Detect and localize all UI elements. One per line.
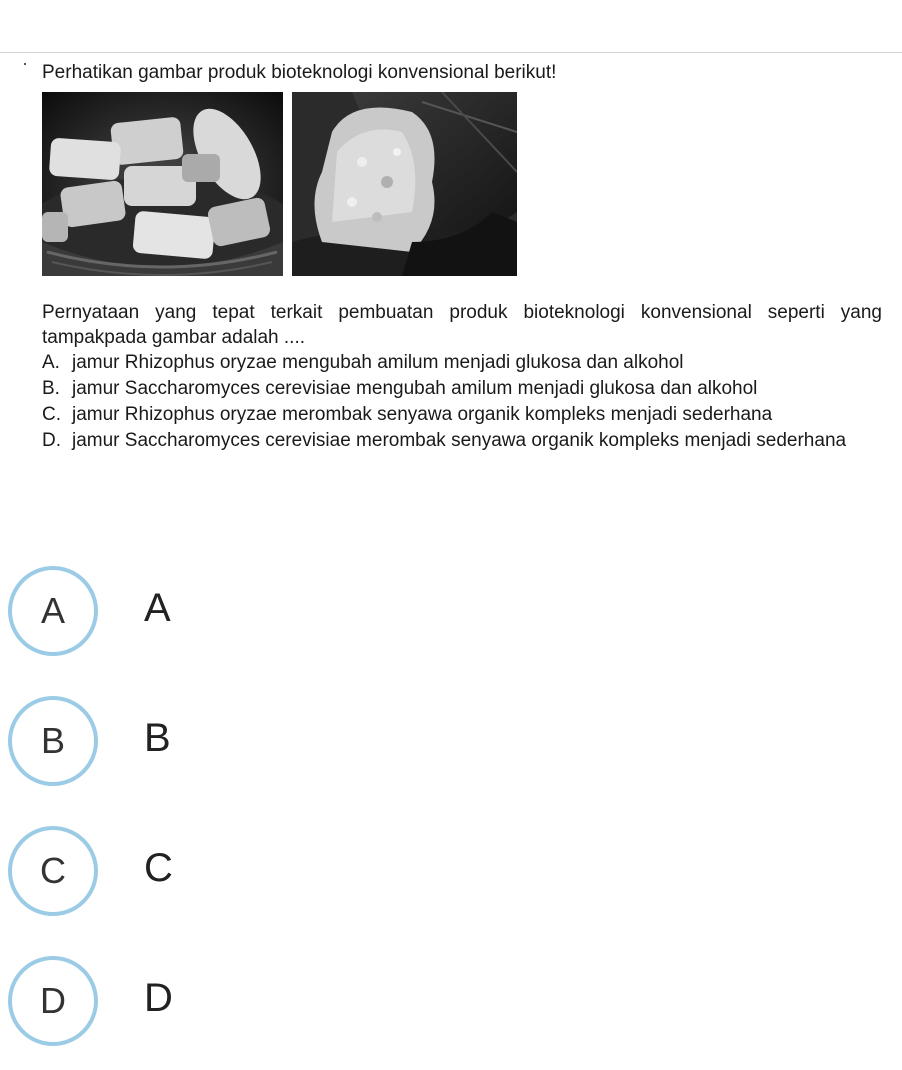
option-text: jamur Rhizophus oryzae merombak senyawa organik kompleks menjadi sederhana (72, 404, 773, 425)
top-divider (0, 52, 902, 53)
choice-circle-d[interactable]: D (8, 956, 98, 1046)
marker-dot (24, 63, 26, 65)
tempeh-photo (292, 92, 517, 276)
option-a (42, 350, 862, 376)
option-d (42, 428, 862, 454)
choice-label-a[interactable]: A (144, 586, 171, 630)
choice-circle-c[interactable]: C (8, 826, 98, 916)
choice-label-b[interactable]: B (144, 716, 171, 760)
choice-label-d[interactable]: D (144, 976, 173, 1020)
choice-circle-a[interactable]: A (8, 566, 98, 656)
option-c (42, 402, 862, 428)
answer-choice-b[interactable] (8, 696, 858, 786)
option-letter: D. (42, 430, 61, 451)
choice-label-c[interactable]: C (144, 846, 173, 890)
option-text: jamur Saccharomyces cerevisiae merombak senyawa organik kompleks menjadi sederhana (72, 430, 847, 451)
option-text: jamur Saccharomyces cerevisiae mengubah amilum menjadi glukosa dan alkohol (72, 378, 758, 399)
answer-choice-d[interactable] (8, 956, 858, 1046)
question-prompt: Perhatikan gambar produk bioteknologi konvensional berikut! (42, 62, 557, 83)
option-letter: C. (42, 404, 61, 425)
choice-circle-b[interactable]: B (8, 696, 98, 786)
question-stem: Pernyataan yang tepat terkait pembuatan produk bioteknologi konvensional seperti yang tampakpada gambar adalah .... (42, 302, 882, 348)
tape-cassava-photo (42, 92, 283, 276)
answer-choice-c[interactable] (8, 826, 858, 916)
option-letter: A. (42, 352, 60, 373)
answer-choice-a[interactable] (8, 566, 858, 656)
option-b (42, 376, 862, 402)
option-letter: B. (42, 378, 60, 399)
option-text: jamur Rhizophus oryzae mengubah amilum menjadi glukosa dan alkohol (72, 352, 684, 373)
answer-options-list (42, 350, 862, 454)
